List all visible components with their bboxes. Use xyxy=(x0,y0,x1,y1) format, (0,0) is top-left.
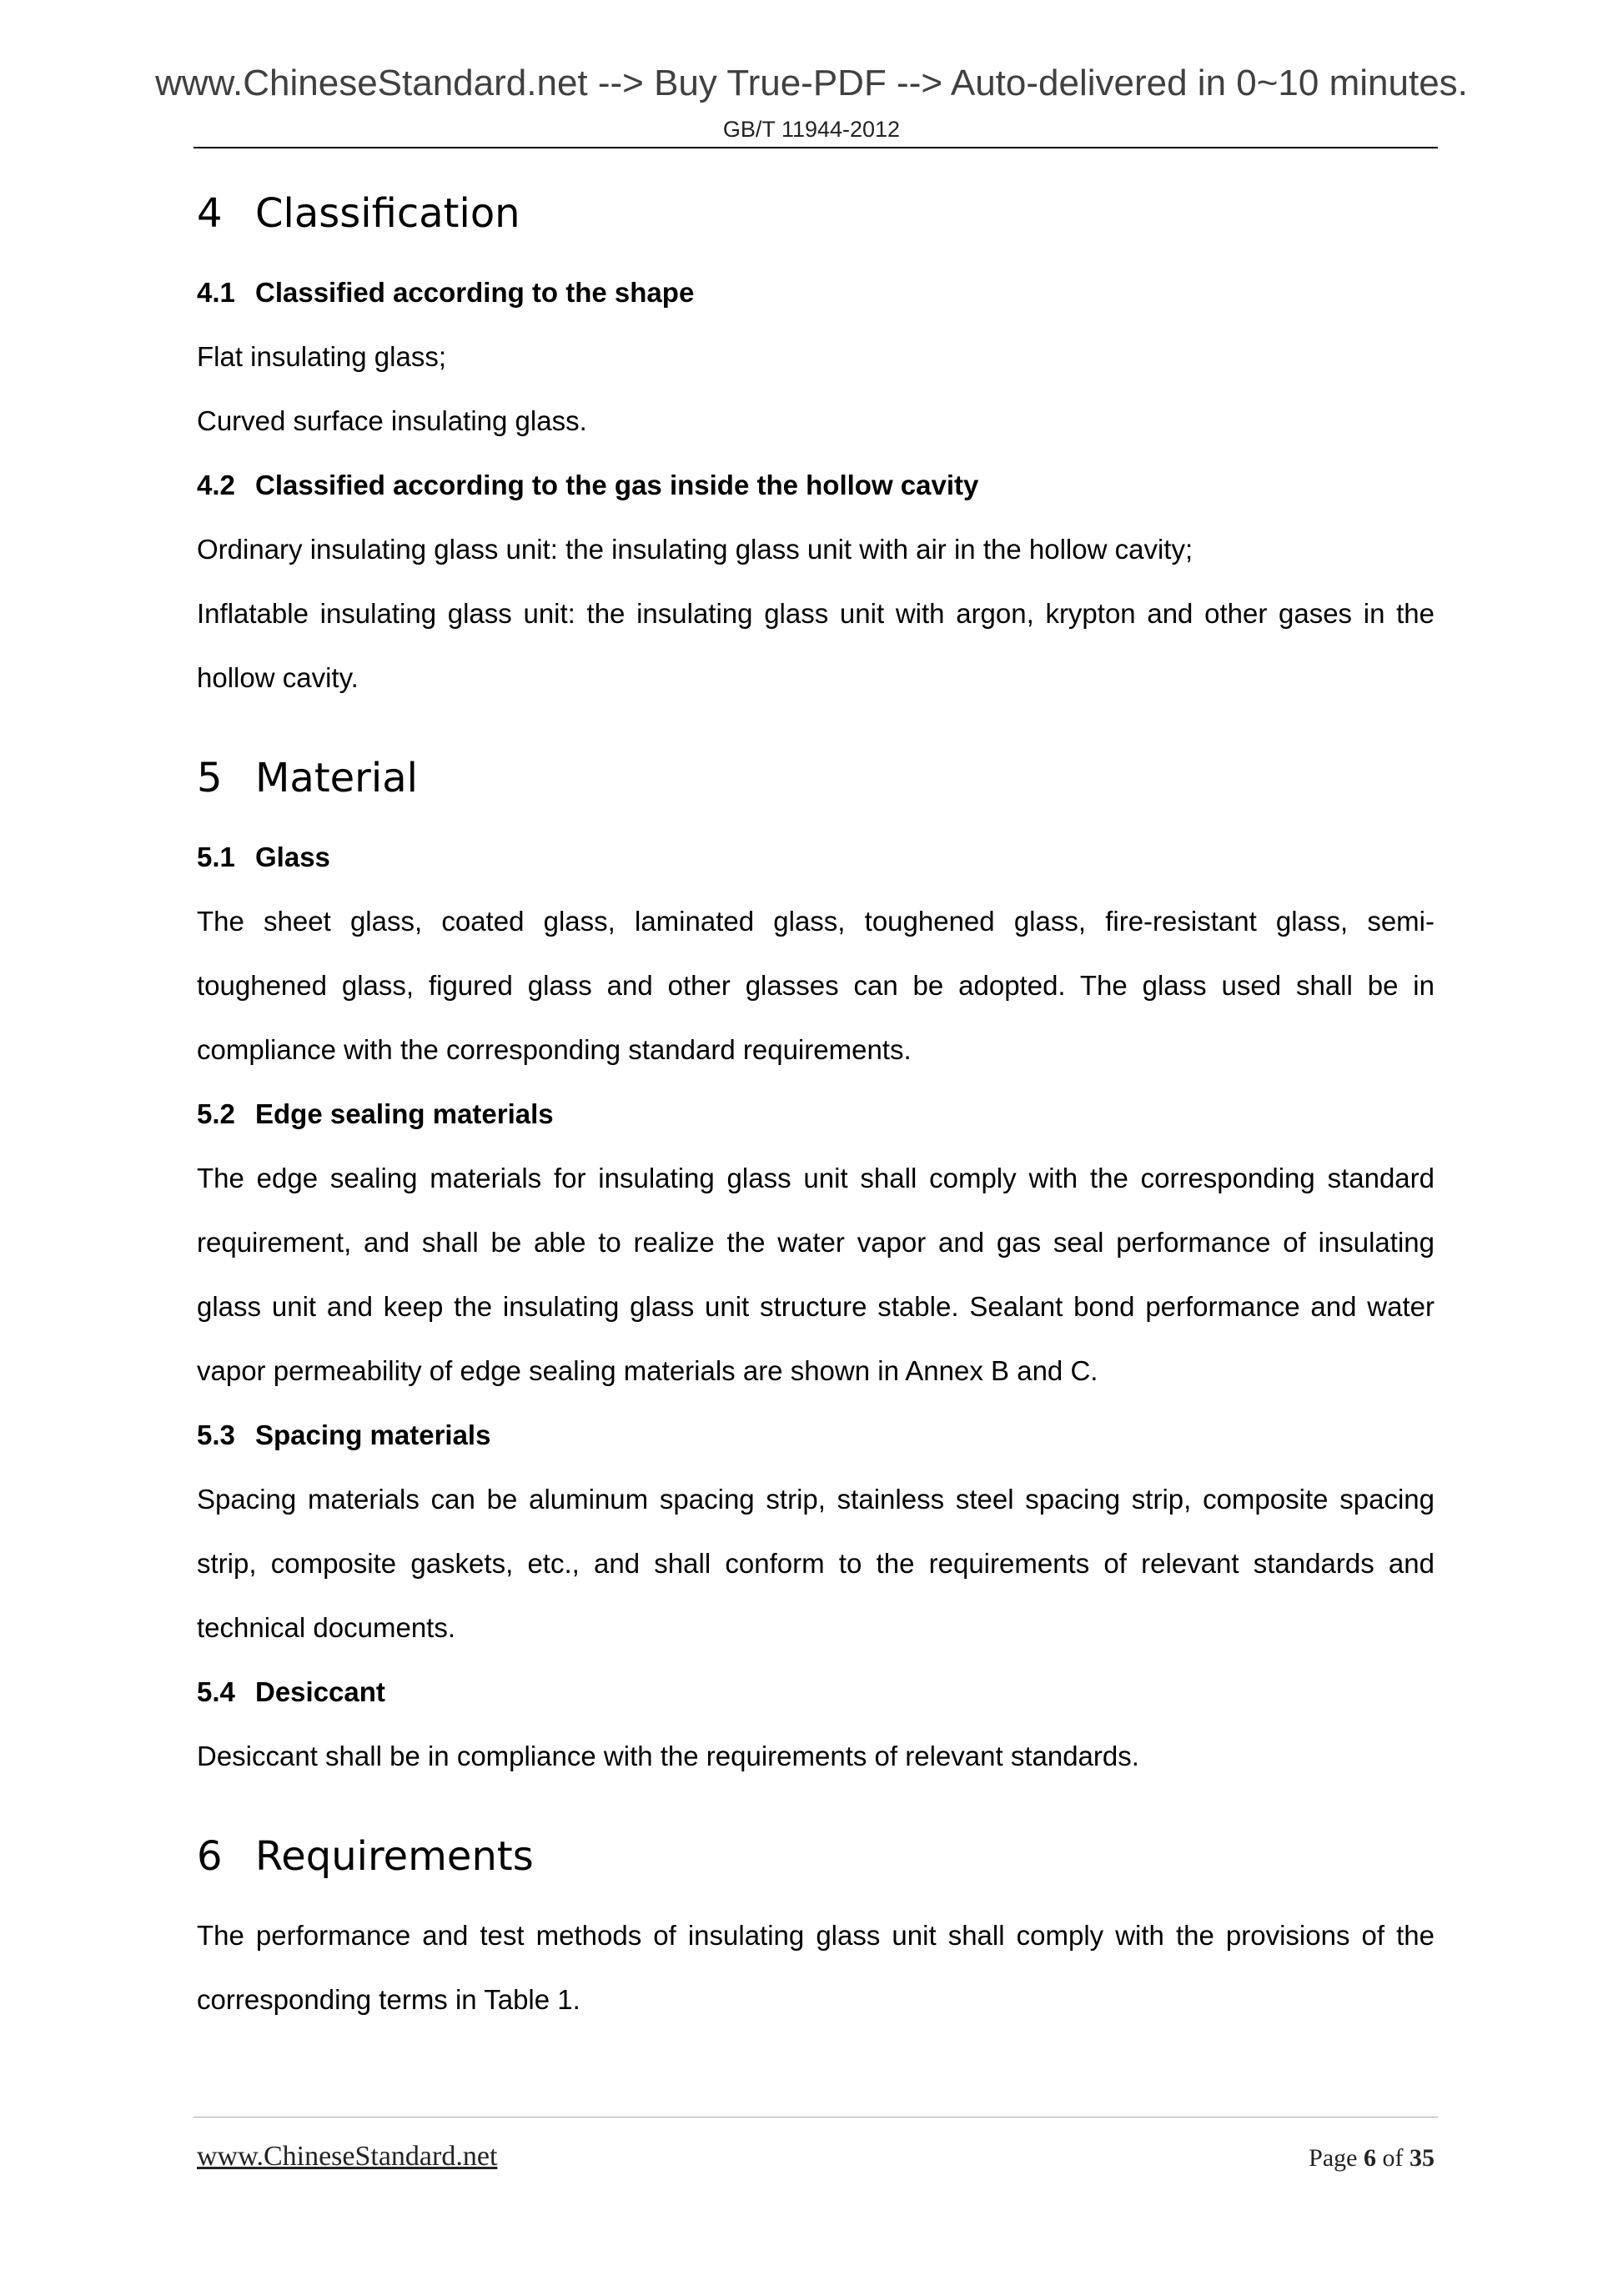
paragraph: The performance and test methods of insulating glass unit shall comply with the provisions of the corresponding terms in Table 1. xyxy=(197,1920,1435,2015)
subclause-number: 4.2 xyxy=(197,470,235,500)
clause-4-heading xyxy=(197,167,1435,260)
paragraph: Ordinary insulating glass unit: the insulating glass unit with air in the hollow cavity; xyxy=(197,534,1193,565)
clause-5-3-heading xyxy=(197,1403,1435,1467)
paragraph: The edge sealing materials for insulating glass unit shall comply with the corresponding standard requirement, and shall be able to realize the water vapor and gas seal performance of insulating glass unit and keep the insulating glass unit structure stable. Sealant bond performance and water vapor permeability of edge sealing materials are shown in Annex B and C. xyxy=(197,1163,1435,1386)
subclause-title: Desiccant xyxy=(255,1676,385,1707)
paragraph: Flat insulating glass; xyxy=(197,341,446,372)
subclause-number: 5.1 xyxy=(197,842,235,872)
subclause-title: Edge sealing materials xyxy=(255,1098,554,1129)
footer-divider xyxy=(193,2117,1438,2118)
page-total: 35 xyxy=(1409,2144,1435,2172)
footer-site-link[interactable]: www.ChineseStandard.net xyxy=(197,2141,498,2172)
paragraph: Desiccant shall be in compliance with the requirements of relevant standards. xyxy=(197,1741,1139,1771)
subclause-number: 4.1 xyxy=(197,277,235,308)
subclause-number: 5.2 xyxy=(197,1098,235,1129)
paragraph: The sheet glass, coated glass, laminated glass, toughened glass, fire-resistant glass, semi-toughened glass, figured glass and other glasses can be adopted. The glass used shall be in compliance with the corresponding standard requirements. xyxy=(197,906,1435,1065)
clause-number: 6 xyxy=(197,1833,223,1880)
subclause-title: Spacing materials xyxy=(255,1419,491,1450)
paragraph: Inflatable insulating glass unit: the insulating glass unit with argon, krypton and other gases in the hollow cavity. xyxy=(197,598,1435,693)
paragraph: Spacing materials can be aluminum spacing strip, stainless steel spacing strip, composite spacing strip, composite gaskets, etc., and shall conform to the requirements of relevant standards and technical documents. xyxy=(197,1484,1435,1643)
clause-4-2-heading xyxy=(197,453,1435,517)
subclause-number: 5.4 xyxy=(197,1676,235,1707)
clause-title: Material xyxy=(255,755,418,801)
page-body xyxy=(197,167,1435,2032)
spacer xyxy=(197,710,1435,731)
clause-number: 5 xyxy=(197,755,223,801)
page-of-label: of xyxy=(1382,2144,1404,2172)
site-banner[interactable]: www.ChineseStandard.net --> Buy True-PDF --> Auto-delivered in 0~10 minutes. xyxy=(155,63,1468,103)
subclause-title: Classified according to the shape xyxy=(255,277,695,308)
spacer xyxy=(197,1788,1435,1810)
clause-6-heading xyxy=(197,1810,1435,1903)
document-code: GB/T 11944-2012 xyxy=(722,117,901,142)
subclause-title: Glass xyxy=(255,842,330,872)
header-divider xyxy=(193,147,1438,148)
page-label: Page xyxy=(1309,2144,1358,2172)
clause-5-1-heading xyxy=(197,825,1435,889)
page-number xyxy=(1309,2144,1435,2173)
subclause-title: Classified according to the gas inside the hollow cavity xyxy=(255,470,979,500)
clause-5-2-heading xyxy=(197,1082,1435,1146)
clause-4-1-heading xyxy=(197,260,1435,324)
clause-5-heading xyxy=(197,731,1435,825)
subclause-number: 5.3 xyxy=(197,1419,235,1450)
clause-title: Classification xyxy=(255,190,520,237)
paragraph: Curved surface insulating glass. xyxy=(197,405,587,436)
clause-5-4-heading xyxy=(197,1660,1435,1724)
page-current: 6 xyxy=(1364,2144,1376,2172)
clause-number: 4 xyxy=(197,190,223,237)
clause-title: Requirements xyxy=(255,1833,534,1880)
